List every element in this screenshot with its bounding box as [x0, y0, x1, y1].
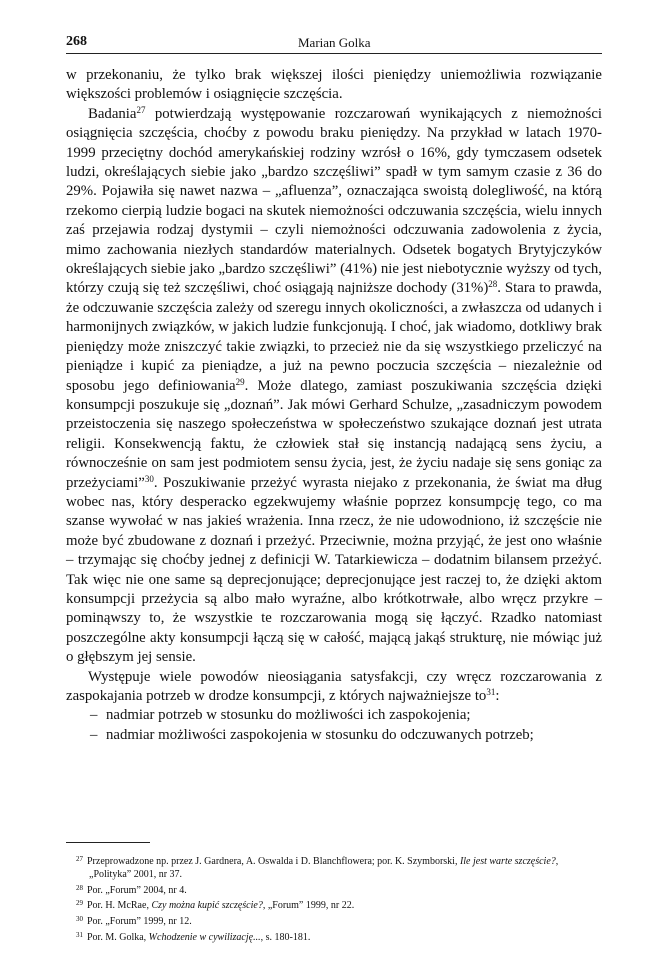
footnote-text: Por. M. Golka,	[87, 931, 149, 943]
body-text	[66, 66, 602, 745]
footnote-text: , s. 180-181.	[260, 931, 311, 943]
paragraph-text: Występuje wiele powodów nieosiągania satysfakcji, czy wręcz rozczarowania z zaspokajania potrzeb w drodze konsumpcji, z których najważniejsze to	[66, 668, 602, 704]
footnote-text: , „Forum” 1999, nr 22.	[262, 900, 355, 912]
paragraph	[66, 668, 602, 707]
footnote-ref: 27	[136, 104, 146, 115]
footnote-title: Czy można kupić szczęście?	[151, 900, 263, 912]
footnote	[66, 929, 602, 945]
list-item	[66, 726, 602, 745]
page-number: 268	[66, 34, 87, 49]
footnote	[66, 882, 602, 898]
footnote-number: 27	[76, 855, 83, 863]
footnote	[66, 853, 602, 882]
footnote	[66, 897, 602, 913]
footnote-text: Przeprowadzone np. przez J. Gardnera, A. Oswalda i D. Blanchflowera; por. K. Szymborski,	[87, 856, 460, 867]
footnote-divider	[66, 842, 150, 843]
footnote-text: Por. „Forum” 1999, nr 12.	[87, 916, 192, 928]
running-head: Marian Golka	[298, 35, 371, 50]
dash-marker: –	[90, 707, 98, 724]
dash-marker: –	[90, 726, 98, 743]
paragraph-text: . Stara to prawda, że odczuwanie szczęścia zależy od szeregu innych okoliczności, a zwłaszcza od udanych i harmonijnych związków, w jakich ludzie funkcjonują. I choć, jak wiadomo, dotkliwy brak pieniędzy może zniszczyć takie związki, to przecież nie da się wszystkiego przeliczyć na pieniądze i kupić za pieniądze, a już na pewno poczucia szczęścia – niezależnie od sposobu jego definiowania	[66, 280, 602, 394]
paragraph-text: . Poszukiwanie przeżyć wyrasta niejako z przekonania, że świat ma dług wobec nas, który desperacko egzekwujemy właśnie poprzez konsumpcję tego, co ma szanse wywołać w nas jakieś wrażenia. Inna rzecz, że nie udowodniono, iż szczęście nie może być zbudowane z doznań i przeżyć. Przeciwnie, można przyjąć, że jest ono właśnie – trzymając się choćby jednej z definicji W. Tatarkiewicza – dodatnim bilansem przeżyć. Tak więc nie one same są deprecjonujące; deprecjonujące jest raczej to, że dzięki aktom konsumpcji przeżycia są albo mało wyraźne, albo krótkotrwałe, albo wręcz przykre – pominąwszy to, że wszystkie te rozczarowania mogą się łączyć. Rzadko natomiast poszczególne akty konsumpcji łączą się w całość, mającą jakąś strukturę, nie mówiąc już o głębszym jej sensie.	[66, 474, 602, 666]
paragraph-text: potwierdzają występowanie rozczarowań wynikających z niemożności osiągnięcia szczęścia, choćby z powodu braku pieniędzy. Na przykład w latach 1970-1999 przeciętny dochód amerykańskiej rodziny wzrósł o 16%, gdy tymczasem odsetek ludzi, określających siebie jako „bardzo szczęśliwi” spadł w tym samym czasie z 36 do 29%. Pojawiła się nawet nazwa – „afluenza”, oznaczająca swoistą dolegliwość, na którą rzekomo cierpią ludzie bogaci na skutek niemożności odczuwania szczęścia, wielu innych zaś przejawia rodzaj dystymii – czyli niemożności odczuwania zadowolenia z życia, mimo zachowania niezłych standardów materialnych. Odsetek bogatych Brytyjczyków określających siebie jako „bardzo szczęśliwi” (41%) nie jest niebotycznie wyższy od tych, którzy czują się też szczęśliwi, choć osiągają najniższe dochody (31%)	[66, 105, 602, 297]
footnote-number: 30	[76, 915, 83, 924]
list-item-text: nadmiar możliwości zaspokojenia w stosunku do odczuwanych potrzeb;	[106, 726, 534, 743]
footnote	[66, 913, 602, 929]
footnote-number: 31	[76, 930, 83, 939]
paragraph-text: . Może dlatego, zamiast poszukiwania szczęścia dzięki konsumpcji poszukuje się „doznań”. Jak mówi Gerhard Schulze, „zasadniczym powodem przeistoczenia się naszego społeczeństwa w społeczeństwo szukające doznań jest utrata religii. Konsekwencją faktu, że człowiek stał się instancją nadającą sens życiu, a równocześnie on sam jest podmiotem sensu życia, jest, że życiu nadaje się sens goniąc za przeżyciami”	[66, 377, 602, 491]
paragraph-text: Badania	[88, 105, 137, 122]
footnote-title: Wchodzenie w cywilizację...	[148, 931, 261, 943]
footnote-ref: 31	[486, 687, 496, 697]
footnotes	[66, 853, 602, 945]
paragraph-text: :	[495, 688, 500, 704]
paragraph-text: w przekonaniu, że tylko brak większej ilości pieniędzy uniemożliwia rozwiązanie większości problemów i osiągnięcie szczęścia.	[66, 67, 602, 103]
page-header	[66, 33, 602, 54]
list-item-text: nadmiar potrzeb w stosunku do możliwości ich zaspokojenia;	[106, 707, 471, 724]
footnote-text: Por. H. McRae,	[87, 900, 152, 912]
list-item	[66, 706, 602, 725]
footnote-ref: 29	[235, 376, 245, 387]
paragraph	[66, 105, 602, 668]
footnote-text: , „Polityka” 2001, nr 37.	[89, 856, 559, 880]
footnote-number: 29	[76, 899, 83, 908]
footnote-text: Por. „Forum” 2004, nr 4.	[87, 884, 187, 896]
footnote-number: 28	[76, 883, 83, 892]
footnote-ref: 30	[144, 473, 154, 484]
paragraph	[66, 66, 602, 105]
footnote-title: Ile jest warte szczęście?	[459, 856, 556, 867]
footnote-ref: 28	[488, 279, 498, 290]
bullet-list	[66, 706, 602, 745]
